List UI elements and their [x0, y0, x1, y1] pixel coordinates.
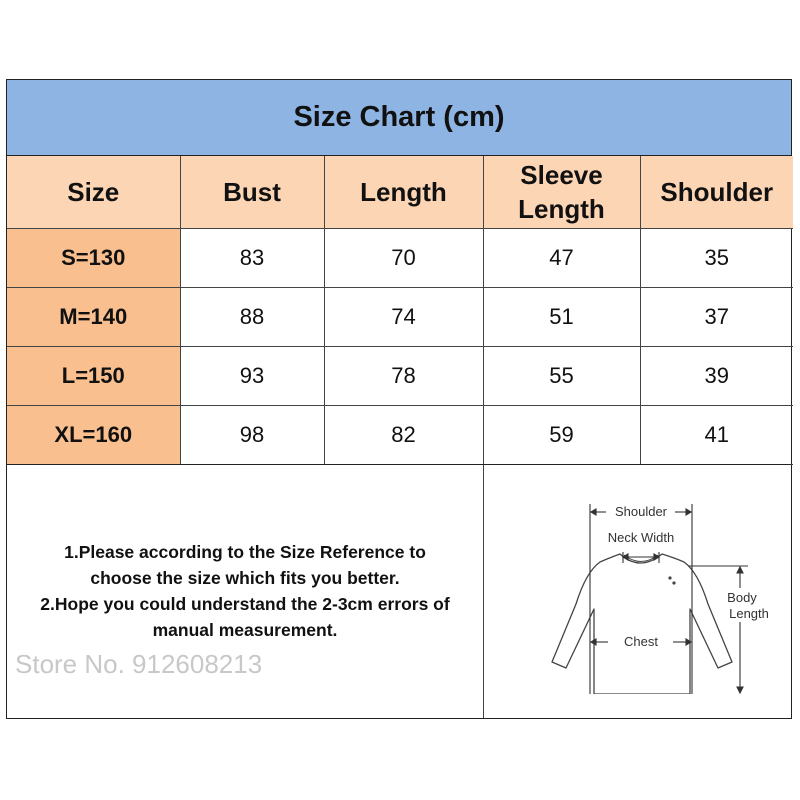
body-length-label: Length — [729, 606, 769, 621]
cell-bust: 98 — [180, 406, 324, 465]
table-row — [7, 229, 793, 288]
chart-title: Size Chart (cm) — [7, 80, 791, 156]
shirt-button-icon — [668, 576, 671, 579]
cell-sleeve: 55 — [483, 347, 640, 406]
shoulder-label: Shoulder — [614, 504, 668, 519]
cell-size: L=150 — [7, 347, 180, 406]
cell-sleeve: 59 — [483, 406, 640, 465]
cell-bust: 83 — [180, 229, 324, 288]
cell-sleeve: 47 — [483, 229, 640, 288]
cell-bust: 93 — [180, 347, 324, 406]
size-chart — [6, 79, 792, 719]
table-row — [7, 288, 793, 347]
cell-shoulder: 37 — [640, 288, 793, 347]
cell-length: 82 — [324, 406, 483, 465]
cell-size: XL=160 — [7, 406, 180, 465]
table-row — [7, 347, 793, 406]
section-divider — [483, 465, 484, 718]
cell-shoulder: 41 — [640, 406, 793, 465]
cell-length: 74 — [324, 288, 483, 347]
cell-bust: 88 — [180, 288, 324, 347]
header-bust: Bust — [180, 156, 324, 229]
header-row — [7, 156, 793, 229]
arrowhead-icon — [591, 509, 596, 515]
neck-width-label: Neck Width — [607, 530, 675, 545]
arrowhead-icon — [686, 509, 691, 515]
note-line: choose the size which fits you better. — [90, 568, 400, 588]
shirt-button-icon — [672, 581, 675, 584]
note-line: manual measurement. — [152, 620, 338, 640]
size-table — [7, 156, 793, 465]
shirt-outline-icon — [552, 554, 732, 694]
note-line: 2.Hope you could understand the 2-3cm errors of — [40, 594, 450, 614]
measurement-diagram — [520, 484, 770, 694]
cell-sleeve: 51 — [483, 288, 640, 347]
arrowhead-icon — [737, 687, 743, 693]
body-length-label: Body — [727, 590, 757, 605]
table-row — [7, 406, 793, 465]
arrowhead-icon — [591, 639, 596, 645]
header-shoulder: Shoulder — [640, 156, 793, 229]
arrowhead-icon — [737, 567, 743, 573]
store-watermark: Store No. 912608213 — [15, 649, 263, 679]
cell-size: M=140 — [7, 288, 180, 347]
header-length: Length — [324, 156, 483, 229]
arrowhead-icon — [623, 554, 628, 560]
info-section — [7, 464, 791, 718]
note-line: 1.Please according to the Size Reference to — [64, 542, 426, 562]
cell-length: 70 — [324, 229, 483, 288]
header-sleeve-length — [483, 156, 640, 229]
chest-label: Chest — [624, 634, 658, 649]
arrowhead-icon — [654, 554, 659, 560]
cell-length: 78 — [324, 347, 483, 406]
header-sleeve-line2: Length — [518, 194, 605, 224]
cell-shoulder: 35 — [640, 229, 793, 288]
header-size: Size — [7, 156, 180, 229]
header-sleeve-line1: Sleeve — [520, 160, 603, 190]
cell-size: S=130 — [7, 229, 180, 288]
size-notes — [7, 539, 483, 643]
cell-shoulder: 39 — [640, 347, 793, 406]
